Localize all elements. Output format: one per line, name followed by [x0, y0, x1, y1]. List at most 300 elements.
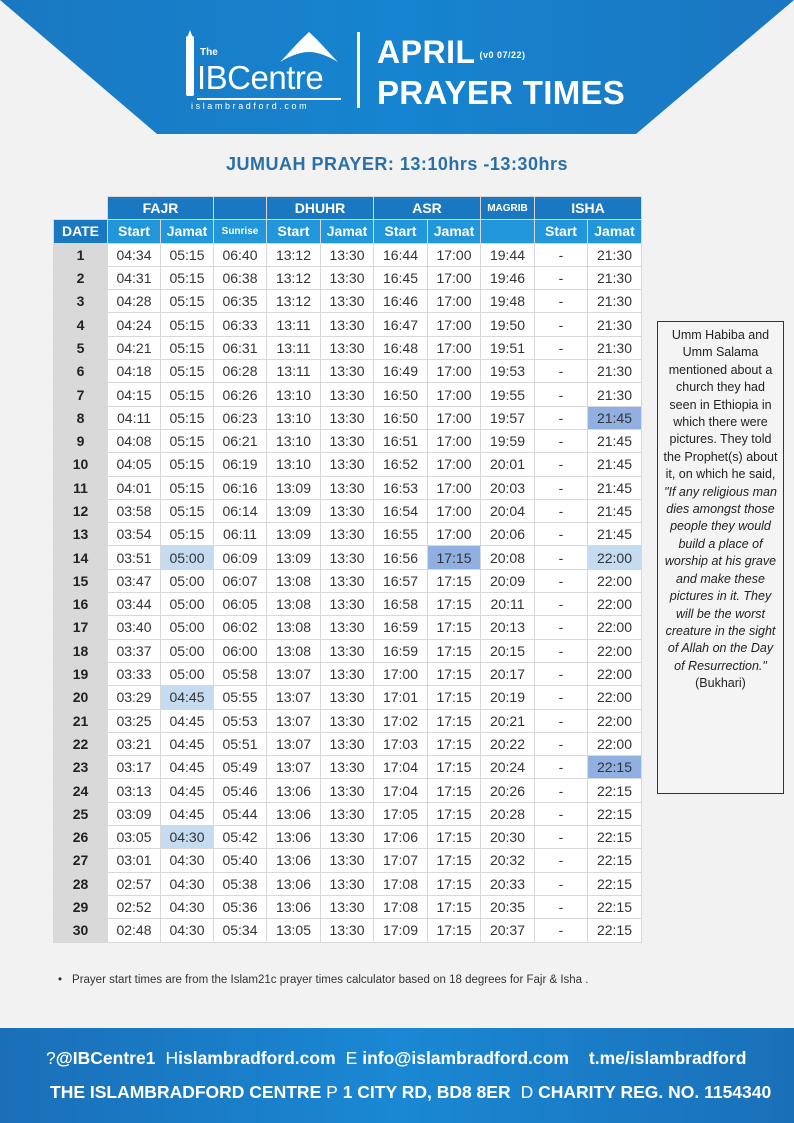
header-spacer: [54, 197, 108, 220]
isha-start-cell: -: [535, 429, 588, 452]
sunrise-cell: 05:55: [214, 686, 267, 709]
fajr-start-cell: 03:58: [108, 499, 161, 522]
asr-jamat-cell: 17:00: [428, 290, 481, 313]
address-icon: P: [326, 1082, 338, 1102]
dhuhr-start-cell: 13:07: [267, 686, 321, 709]
fajr-start-cell: 03:44: [108, 593, 161, 616]
fajr-jamat-cell: 05:00: [161, 569, 214, 592]
isha-start-cell: -: [535, 476, 588, 499]
asr-jamat-cell: 17:00: [428, 336, 481, 359]
sunrise-cell: 06:09: [214, 546, 267, 569]
fajr-start-cell: 03:29: [108, 686, 161, 709]
dhuhr-start-cell: 13:12: [267, 243, 321, 266]
isha-start-cell: -: [535, 662, 588, 685]
isha-jamat-cell: 22:15: [588, 872, 642, 895]
isha-start-cell: -: [535, 290, 588, 313]
asr-jamat-cell: 17:15: [428, 802, 481, 825]
isha-jamat-cell: 22:00: [588, 546, 642, 569]
asr-start-cell: 16:58: [374, 593, 428, 616]
sunrise-cell: 06:16: [214, 476, 267, 499]
dhuhr-jamat-cell: 13:30: [321, 756, 374, 779]
date-cell: 4: [54, 313, 108, 336]
magrib-cell: 20:01: [481, 453, 535, 476]
asr-start-cell: 17:02: [374, 709, 428, 732]
date-cell: 19: [54, 662, 108, 685]
magrib-cell: 19:44: [481, 243, 535, 266]
header-dhuhr-jamat: Jamat: [321, 220, 374, 243]
isha-jamat-cell: 22:00: [588, 639, 642, 662]
dhuhr-jamat-cell: 13:30: [321, 429, 374, 452]
fajr-start-cell: 04:21: [108, 336, 161, 359]
dhuhr-start-cell: 13:10: [267, 429, 321, 452]
date-cell: 22: [54, 732, 108, 755]
date-cell: 9: [54, 429, 108, 452]
table-row: [54, 360, 642, 383]
isha-jamat-cell: 22:00: [588, 616, 642, 639]
magrib-cell: 19:59: [481, 429, 535, 452]
isha-jamat-cell: 21:30: [588, 290, 642, 313]
table-body: [54, 243, 642, 942]
asr-start-cell: 17:08: [374, 872, 428, 895]
asr-jamat-cell: 17:15: [428, 756, 481, 779]
asr-start-cell: 16:50: [374, 406, 428, 429]
isha-start-cell: -: [535, 919, 588, 942]
header-isha-start: Start: [535, 220, 588, 243]
isha-jamat-cell: 21:45: [588, 523, 642, 546]
fajr-start-cell: 03:17: [108, 756, 161, 779]
sunrise-cell: 05:53: [214, 709, 267, 732]
dhuhr-start-cell: 13:06: [267, 849, 321, 872]
date-cell: 24: [54, 779, 108, 802]
fajr-jamat-cell: 04:30: [161, 826, 214, 849]
dhuhr-jamat-cell: 13:30: [321, 686, 374, 709]
quote-source: (Bukhari): [695, 676, 746, 691]
table-row: [54, 499, 642, 522]
isha-jamat-cell: 21:30: [588, 336, 642, 359]
date-cell: 21: [54, 709, 108, 732]
asr-start-cell: 16:59: [374, 616, 428, 639]
sunrise-cell: 05:49: [214, 756, 267, 779]
isha-start-cell: -: [535, 709, 588, 732]
dhuhr-start-cell: 13:09: [267, 499, 321, 522]
table-row: [54, 662, 642, 685]
table-row: [54, 593, 642, 616]
isha-jamat-cell: 22:00: [588, 593, 642, 616]
sunrise-cell: 05:40: [214, 849, 267, 872]
date-cell: 2: [54, 266, 108, 289]
asr-start-cell: 17:01: [374, 686, 428, 709]
asr-start-cell: 16:54: [374, 499, 428, 522]
fajr-jamat-cell: 04:45: [161, 779, 214, 802]
fajr-jamat-cell: 05:15: [161, 476, 214, 499]
asr-start-cell: 17:00: [374, 662, 428, 685]
table-row: [54, 639, 642, 662]
dhuhr-start-cell: 13:11: [267, 360, 321, 383]
date-cell: 13: [54, 523, 108, 546]
dhuhr-start-cell: 13:10: [267, 383, 321, 406]
fajr-start-cell: 04:01: [108, 476, 161, 499]
twitter-handle[interactable]: @IBCentre1: [55, 1048, 156, 1068]
magrib-cell: 20:08: [481, 546, 535, 569]
isha-start-cell: -: [535, 523, 588, 546]
dhuhr-jamat-cell: 13:30: [321, 499, 374, 522]
magrib-cell: 20:13: [481, 616, 535, 639]
header-dhuhr-start: Start: [267, 220, 321, 243]
fajr-start-cell: 03:09: [108, 802, 161, 825]
asr-jamat-cell: 17:15: [428, 919, 481, 942]
fajr-jamat-cell: 05:15: [161, 406, 214, 429]
magrib-cell: 20:28: [481, 802, 535, 825]
isha-jamat-cell: 21:45: [588, 499, 642, 522]
magrib-cell: 20:24: [481, 756, 535, 779]
isha-jamat-cell: 21:45: [588, 453, 642, 476]
page-title: [377, 34, 625, 113]
asr-jamat-cell: 17:15: [428, 593, 481, 616]
dhuhr-jamat-cell: 13:30: [321, 895, 374, 918]
table-row: [54, 429, 642, 452]
isha-jamat-cell: 21:30: [588, 360, 642, 383]
table-row: [54, 779, 642, 802]
asr-start-cell: 16:47: [374, 313, 428, 336]
prayer-times-table: [53, 196, 642, 943]
magrib-cell: 20:35: [481, 895, 535, 918]
fajr-start-cell: 03:40: [108, 616, 161, 639]
asr-jamat-cell: 17:15: [428, 616, 481, 639]
charity-reg: CHARITY REG. NO. 1154340: [538, 1082, 772, 1102]
dhuhr-start-cell: 13:08: [267, 616, 321, 639]
fajr-jamat-cell: 05:15: [161, 360, 214, 383]
date-cell: 14: [54, 546, 108, 569]
dhuhr-start-cell: 13:11: [267, 313, 321, 336]
dhuhr-start-cell: 13:08: [267, 639, 321, 662]
date-cell: 20: [54, 686, 108, 709]
fajr-jamat-cell: 05:15: [161, 336, 214, 359]
asr-start-cell: 16:46: [374, 290, 428, 313]
table-row: [54, 872, 642, 895]
fajr-jamat-cell: 04:30: [161, 895, 214, 918]
dhuhr-start-cell: 13:08: [267, 593, 321, 616]
sunrise-cell: 05:46: [214, 779, 267, 802]
date-cell: 28: [54, 872, 108, 895]
sunrise-cell: 05:38: [214, 872, 267, 895]
quote-hadith: "If any religious man dies amongst those people they would build a place of worship at his grave and make these pictures in it. They will be the worst creature in the sight of Allah on the Day of Resurrection.": [664, 484, 777, 673]
fajr-jamat-cell: 05:00: [161, 546, 214, 569]
magrib-cell: 19:57: [481, 406, 535, 429]
sunrise-cell: 05:51: [214, 732, 267, 755]
dhuhr-jamat-cell: 13:30: [321, 360, 374, 383]
asr-jamat-cell: 17:00: [428, 523, 481, 546]
header-sunrise-blank: [214, 197, 267, 220]
sunrise-cell: 06:00: [214, 639, 267, 662]
sunrise-cell: 06:14: [214, 499, 267, 522]
sunrise-cell: 06:28: [214, 360, 267, 383]
sunrise-cell: 06:05: [214, 593, 267, 616]
fajr-start-cell: 04:31: [108, 266, 161, 289]
asr-start-cell: 16:57: [374, 569, 428, 592]
asr-jamat-cell: 17:00: [428, 360, 481, 383]
date-cell: 18: [54, 639, 108, 662]
dhuhr-jamat-cell: 13:30: [321, 406, 374, 429]
asr-start-cell: 16:56: [374, 546, 428, 569]
asr-jamat-cell: 17:00: [428, 313, 481, 336]
asr-jamat-cell: 17:15: [428, 662, 481, 685]
logo-underline: [197, 98, 341, 100]
header-isha-jamat: Jamat: [588, 220, 642, 243]
isha-jamat-cell: 21:45: [588, 429, 642, 452]
fajr-jamat-cell: 05:00: [161, 662, 214, 685]
sunrise-cell: 05:34: [214, 919, 267, 942]
isha-jamat-cell: 22:00: [588, 662, 642, 685]
date-cell: 7: [54, 383, 108, 406]
asr-start-cell: 16:49: [374, 360, 428, 383]
magrib-cell: 20:37: [481, 919, 535, 942]
dhuhr-jamat-cell: 13:30: [321, 546, 374, 569]
asr-jamat-cell: 17:15: [428, 569, 481, 592]
fajr-jamat-cell: 05:15: [161, 499, 214, 522]
table-row: [54, 336, 642, 359]
date-cell: 8: [54, 406, 108, 429]
month-title: APRIL: [377, 34, 476, 70]
fajr-start-cell: 03:33: [108, 662, 161, 685]
fajr-start-cell: 02:52: [108, 895, 161, 918]
date-cell: 30: [54, 919, 108, 942]
isha-start-cell: -: [535, 779, 588, 802]
isha-start-cell: -: [535, 849, 588, 872]
hadith-quote-box: [657, 321, 784, 794]
table-row: [54, 266, 642, 289]
asr-start-cell: 16:55: [374, 523, 428, 546]
isha-start-cell: -: [535, 546, 588, 569]
dhuhr-start-cell: 13:10: [267, 406, 321, 429]
header-fajr: FAJR: [108, 197, 214, 220]
footer-address-line: [50, 1082, 771, 1103]
table-row: [54, 616, 642, 639]
dhuhr-jamat-cell: 13:30: [321, 872, 374, 895]
header-asr: ASR: [374, 197, 481, 220]
header-date: DATE: [54, 220, 108, 243]
dhuhr-start-cell: 13:07: [267, 756, 321, 779]
fajr-start-cell: 04:24: [108, 313, 161, 336]
dhuhr-jamat-cell: 13:30: [321, 313, 374, 336]
dhuhr-jamat-cell: 13:30: [321, 523, 374, 546]
dhuhr-jamat-cell: 13:30: [321, 919, 374, 942]
sunrise-cell: 06:07: [214, 569, 267, 592]
fajr-jamat-cell: 05:15: [161, 453, 214, 476]
asr-jamat-cell: 17:15: [428, 872, 481, 895]
isha-jamat-cell: 21:30: [588, 243, 642, 266]
dhuhr-jamat-cell: 13:30: [321, 290, 374, 313]
header-fajr-jamat: Jamat: [161, 220, 214, 243]
telegram-link[interactable]: t.me/islambradford: [588, 1048, 747, 1068]
sunrise-cell: 06:31: [214, 336, 267, 359]
date-cell: 1: [54, 243, 108, 266]
prayer-times-title: PRAYER TIMES: [377, 73, 626, 111]
dhuhr-jamat-cell: 13:30: [321, 802, 374, 825]
sunrise-cell: 05:58: [214, 662, 267, 685]
website-link[interactable]: islambradford.com: [178, 1048, 336, 1068]
magrib-cell: 20:33: [481, 872, 535, 895]
asr-jamat-cell: 17:15: [428, 895, 481, 918]
sunrise-cell: 06:33: [214, 313, 267, 336]
web-icon: H: [165, 1048, 179, 1068]
isha-jamat-cell: 22:00: [588, 686, 642, 709]
date-cell: 26: [54, 826, 108, 849]
isha-jamat-cell: 21:45: [588, 476, 642, 499]
isha-start-cell: -: [535, 826, 588, 849]
dhuhr-jamat-cell: 13:30: [321, 849, 374, 872]
date-cell: 15: [54, 569, 108, 592]
sunrise-cell: 06:23: [214, 406, 267, 429]
fajr-start-cell: 03:37: [108, 639, 161, 662]
table-row: [54, 569, 642, 592]
asr-start-cell: 17:04: [374, 756, 428, 779]
header-sunrise: Sunrise: [214, 220, 267, 243]
sunrise-cell: 06:38: [214, 266, 267, 289]
isha-start-cell: -: [535, 360, 588, 383]
isha-jamat-cell: 21:30: [588, 383, 642, 406]
sunrise-cell: 06:19: [214, 453, 267, 476]
magrib-cell: 20:15: [481, 639, 535, 662]
fajr-jamat-cell: 04:45: [161, 709, 214, 732]
asr-jamat-cell: 17:00: [428, 406, 481, 429]
isha-start-cell: -: [535, 732, 588, 755]
magrib-cell: 20:21: [481, 709, 535, 732]
isha-start-cell: -: [535, 499, 588, 522]
fajr-start-cell: 03:47: [108, 569, 161, 592]
table-row: [54, 686, 642, 709]
table-row: [54, 849, 642, 872]
sunrise-cell: 05:36: [214, 895, 267, 918]
fajr-start-cell: 04:28: [108, 290, 161, 313]
dhuhr-jamat-cell: 13:30: [321, 266, 374, 289]
dhuhr-jamat-cell: 13:30: [321, 243, 374, 266]
fajr-start-cell: 03:13: [108, 779, 161, 802]
dhuhr-start-cell: 13:06: [267, 872, 321, 895]
asr-start-cell: 16:53: [374, 476, 428, 499]
magrib-cell: 20:30: [481, 826, 535, 849]
fajr-start-cell: 02:57: [108, 872, 161, 895]
sunrise-cell: 06:35: [214, 290, 267, 313]
fajr-jamat-cell: 04:30: [161, 919, 214, 942]
magrib-cell: 20:06: [481, 523, 535, 546]
org-name: THE ISLAMBRADFORD CENTRE: [50, 1082, 322, 1102]
date-cell: 3: [54, 290, 108, 313]
fajr-jamat-cell: 05:15: [161, 290, 214, 313]
dhuhr-start-cell: 13:05: [267, 919, 321, 942]
dhuhr-start-cell: 13:06: [267, 779, 321, 802]
dhuhr-start-cell: 13:09: [267, 523, 321, 546]
fajr-start-cell: 03:01: [108, 849, 161, 872]
dhuhr-start-cell: 13:11: [267, 336, 321, 359]
asr-start-cell: 16:50: [374, 383, 428, 406]
asr-start-cell: 17:08: [374, 895, 428, 918]
fajr-start-cell: 04:05: [108, 453, 161, 476]
fajr-start-cell: 04:11: [108, 406, 161, 429]
asr-jamat-cell: 17:15: [428, 732, 481, 755]
asr-start-cell: 16:59: [374, 639, 428, 662]
dhuhr-start-cell: 13:07: [267, 662, 321, 685]
isha-jamat-cell: 21:30: [588, 313, 642, 336]
jumuah-prayer-info: JUMUAH PRAYER: 13:10hrs -13:30hrs: [226, 154, 568, 174]
dhuhr-jamat-cell: 13:30: [321, 732, 374, 755]
asr-start-cell: 17:05: [374, 802, 428, 825]
logo-url: islambradford.com: [191, 101, 310, 111]
header-asr-start: Start: [374, 220, 428, 243]
minaret-icon-body: [186, 36, 194, 96]
asr-start-cell: 17:04: [374, 779, 428, 802]
isha-jamat-cell: 22:15: [588, 756, 642, 779]
asr-jamat-cell: 17:15: [428, 709, 481, 732]
date-cell: 23: [54, 756, 108, 779]
magrib-cell: 19:50: [481, 313, 535, 336]
isha-start-cell: -: [535, 616, 588, 639]
magrib-cell: 20:11: [481, 593, 535, 616]
date-cell: 29: [54, 895, 108, 918]
fajr-start-cell: 04:34: [108, 243, 161, 266]
dhuhr-start-cell: 13:09: [267, 476, 321, 499]
asr-jamat-cell: 17:15: [428, 826, 481, 849]
asr-start-cell: 16:48: [374, 336, 428, 359]
asr-jamat-cell: 17:00: [428, 243, 481, 266]
date-cell: 5: [54, 336, 108, 359]
isha-start-cell: -: [535, 383, 588, 406]
fajr-jamat-cell: 04:45: [161, 802, 214, 825]
dhuhr-jamat-cell: 13:30: [321, 709, 374, 732]
asr-jamat-cell: 17:00: [428, 453, 481, 476]
dhuhr-jamat-cell: 13:30: [321, 569, 374, 592]
isha-start-cell: -: [535, 639, 588, 662]
isha-jamat-cell: 22:15: [588, 826, 642, 849]
asr-start-cell: 17:09: [374, 919, 428, 942]
isha-start-cell: -: [535, 872, 588, 895]
dhuhr-start-cell: 13:06: [267, 826, 321, 849]
dhuhr-start-cell: 13:07: [267, 732, 321, 755]
fajr-jamat-cell: 05:15: [161, 243, 214, 266]
sunrise-cell: 06:21: [214, 429, 267, 452]
fajr-start-cell: 03:25: [108, 709, 161, 732]
dhuhr-jamat-cell: 13:30: [321, 826, 374, 849]
email-icon: E: [345, 1048, 358, 1068]
table-row: [54, 756, 642, 779]
isha-start-cell: -: [535, 336, 588, 359]
isha-start-cell: -: [535, 313, 588, 336]
logo-the: The: [200, 47, 218, 58]
isha-start-cell: -: [535, 895, 588, 918]
charity-icon: D: [520, 1082, 534, 1102]
fajr-jamat-cell: 05:00: [161, 593, 214, 616]
asr-start-cell: 17:06: [374, 826, 428, 849]
table-row: [54, 546, 642, 569]
email-link[interactable]: info@islambradford.com: [362, 1048, 569, 1068]
isha-jamat-cell: 21:45: [588, 406, 642, 429]
header-isha: ISHA: [535, 197, 642, 220]
isha-jamat-cell: 21:30: [588, 266, 642, 289]
dhuhr-jamat-cell: 13:30: [321, 616, 374, 639]
asr-jamat-cell: 17:15: [428, 686, 481, 709]
isha-jamat-cell: 22:15: [588, 849, 642, 872]
table-row: [54, 826, 642, 849]
date-cell: 6: [54, 360, 108, 383]
sunrise-cell: 06:02: [214, 616, 267, 639]
magrib-cell: 19:48: [481, 290, 535, 313]
fajr-start-cell: 03:05: [108, 826, 161, 849]
dhuhr-jamat-cell: 13:30: [321, 593, 374, 616]
isha-start-cell: -: [535, 406, 588, 429]
group-header-row: [54, 197, 642, 220]
dhuhr-start-cell: 13:06: [267, 802, 321, 825]
magrib-cell: 19:53: [481, 360, 535, 383]
logo-name: IBCentre: [197, 59, 324, 96]
